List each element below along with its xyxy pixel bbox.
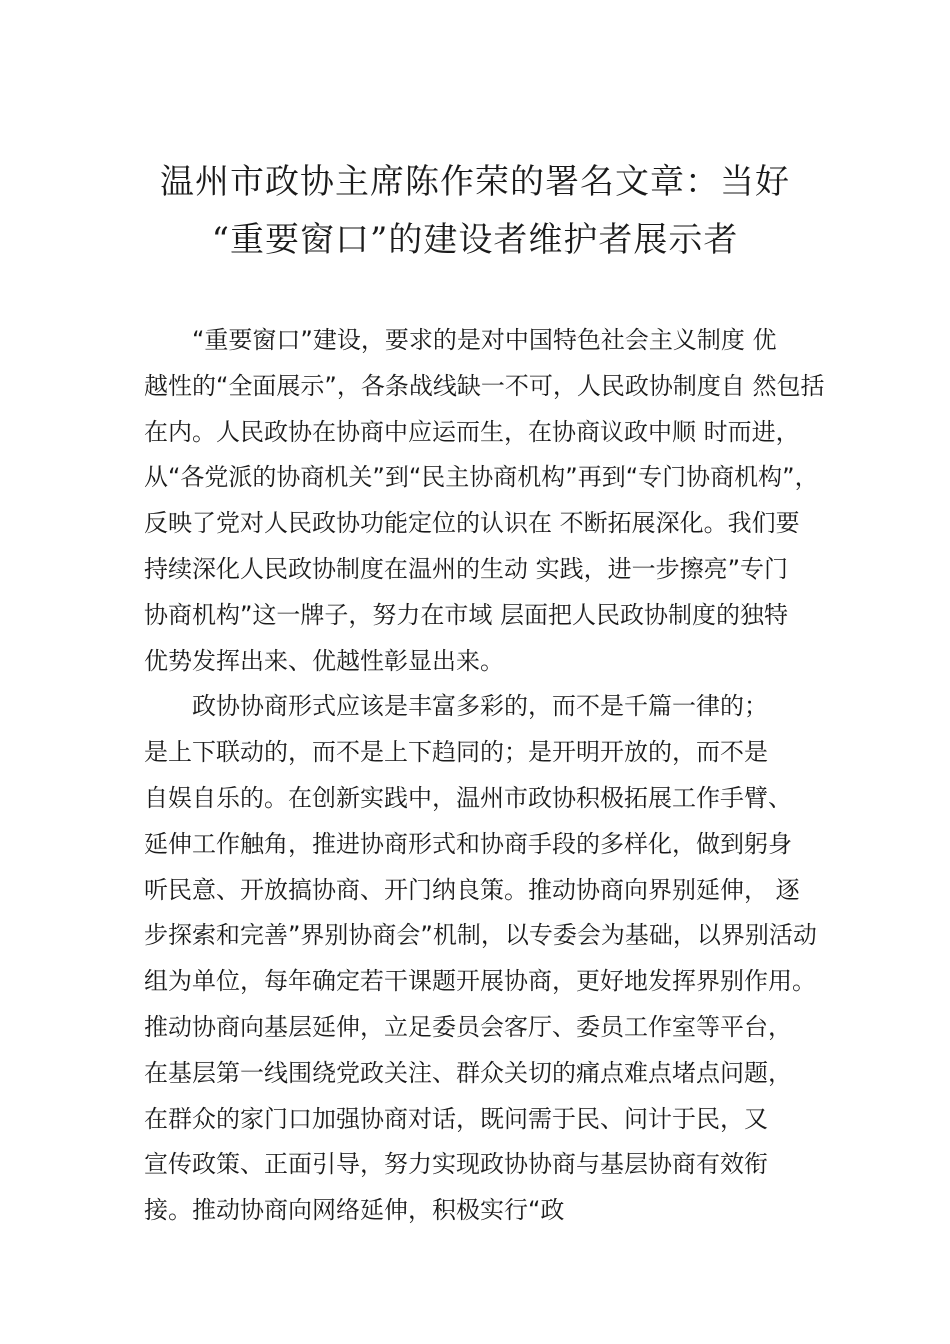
text-line: 组为单位，每年确定若干课题开展协商，更好地发挥界别作用。 xyxy=(144,967,816,996)
text-line: 反映了党对人民政协功能定位的认识在 不断拓展深化。我们要 xyxy=(144,509,800,538)
text-line: 优势发挥出来、优越性彰显出来。 xyxy=(144,646,504,675)
article-body xyxy=(144,318,834,1234)
text-line: 接。推动协商向网络延伸，积极实行“政 xyxy=(144,1196,565,1225)
title-line-2: “重要窗口”的建设者维护者展示者 xyxy=(211,220,739,260)
text-line: “重要窗口”建设，要求的是对中国特色社会主义制度 优 xyxy=(192,326,777,354)
text-line: 从“各党派的协商机关”到“民主协商机构”再到“专门协商机构”， xyxy=(144,463,819,492)
article-title xyxy=(120,153,830,269)
text-line: 是上下联动的，而不是上下趋同的；是开明开放的，而不是 xyxy=(144,738,768,767)
title-line-1: 温州市政协主席陈作荣的署名文章：当好 xyxy=(160,162,790,202)
text-line: 在基层第一线围绕党政关注、群众关切的痛点难点堵点问题， xyxy=(144,1058,792,1087)
text-line: 步探索和完善”界别协商会”机制，以专委会为基础，以界别活动 xyxy=(144,921,817,950)
text-line: 听民意、开放搞协商、开门纳良策。推动协商向界别延伸， 逐 xyxy=(144,875,800,904)
paragraph-1 xyxy=(144,318,834,684)
paragraph-2 xyxy=(144,684,834,1234)
text-line: 协商机构”这一牌子，努力在市域 层面把人民政协制度的独特 xyxy=(144,600,789,629)
text-line: 越性的“全面展示”，各条战线缺一不可，人民政协制度自 然包括 xyxy=(144,371,825,400)
text-line: 宣传政策、正面引导，努力实现政协协商与基层协商有效衔 xyxy=(144,1150,768,1179)
text-line: 推动协商向基层延伸，立足委员会客厅、委员工作室等平台， xyxy=(144,1012,792,1041)
text-line: 自娱自乐的。在创新实践中，温州市政协积极拓展工作手臂、 xyxy=(144,783,792,812)
text-line: 政协协商形式应该是丰富多彩的，而不是千篇一律的； xyxy=(192,692,768,721)
text-line: 延伸工作触角，推进协商形式和协商手段的多样化，做到躬身 xyxy=(144,829,792,858)
text-line: 持续深化人民政协制度在温州的生动 实践，进一步擦亮”专门 xyxy=(144,554,789,583)
text-line: 在内。人民政协在协商中应运而生，在协商议政中顺 时而进， xyxy=(144,417,800,446)
text-line: 在群众的家门口加强协商对话，既问需于民、问计于民，又 xyxy=(144,1104,768,1133)
